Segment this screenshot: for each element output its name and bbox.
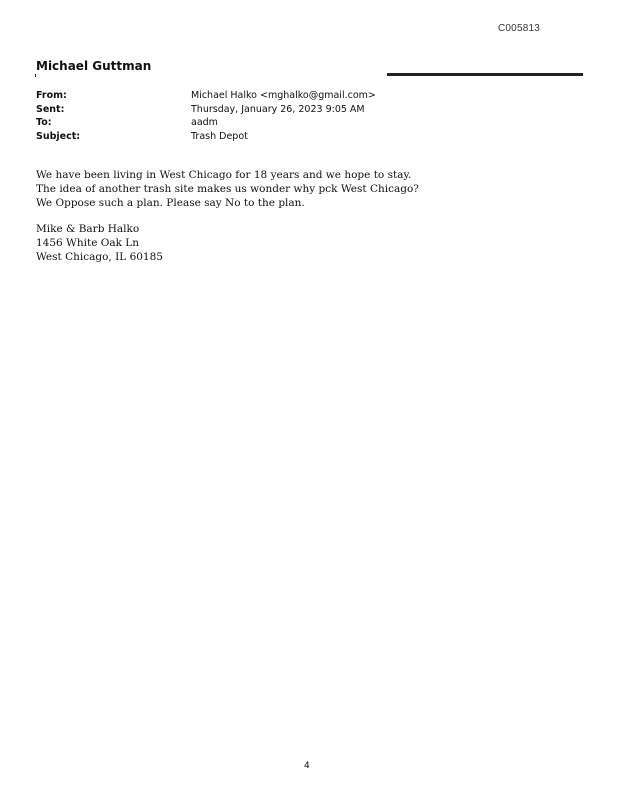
email-body	[36, 168, 419, 210]
to-label: To:	[36, 117, 52, 128]
signature	[36, 222, 163, 264]
body-line: We Oppose such a plan. Please say No to the plan.	[36, 197, 305, 209]
signature-line: West Chicago, IL 60185	[36, 251, 163, 263]
to-value: aadm	[191, 117, 218, 128]
rule-tick	[35, 74, 36, 77]
body-line: We have been living in West Chicago for 18 years and we hope to stay.	[36, 169, 412, 181]
subject-label: Subject:	[36, 130, 81, 142]
body-line: The idea of another trash site makes us wonder why pck West Chicago?	[36, 183, 419, 195]
sender-name: Michael Guttman	[36, 59, 152, 73]
signature-line: 1456 White Oak Ln	[36, 237, 140, 249]
from-label: From:	[36, 90, 67, 101]
page-number: 4	[304, 761, 310, 771]
signature-line: Mike & Barb Halko	[36, 223, 140, 235]
document-id: C005813	[498, 23, 540, 34]
sent-value: Thursday, January 26, 2023 9:05 AM	[191, 103, 365, 115]
sent-label: Sent:	[36, 103, 65, 115]
header-rule	[387, 73, 583, 76]
subject-value: Trash Depot	[191, 130, 248, 142]
from-value: Michael Halko <mghalko@gmail.com>	[191, 90, 376, 101]
